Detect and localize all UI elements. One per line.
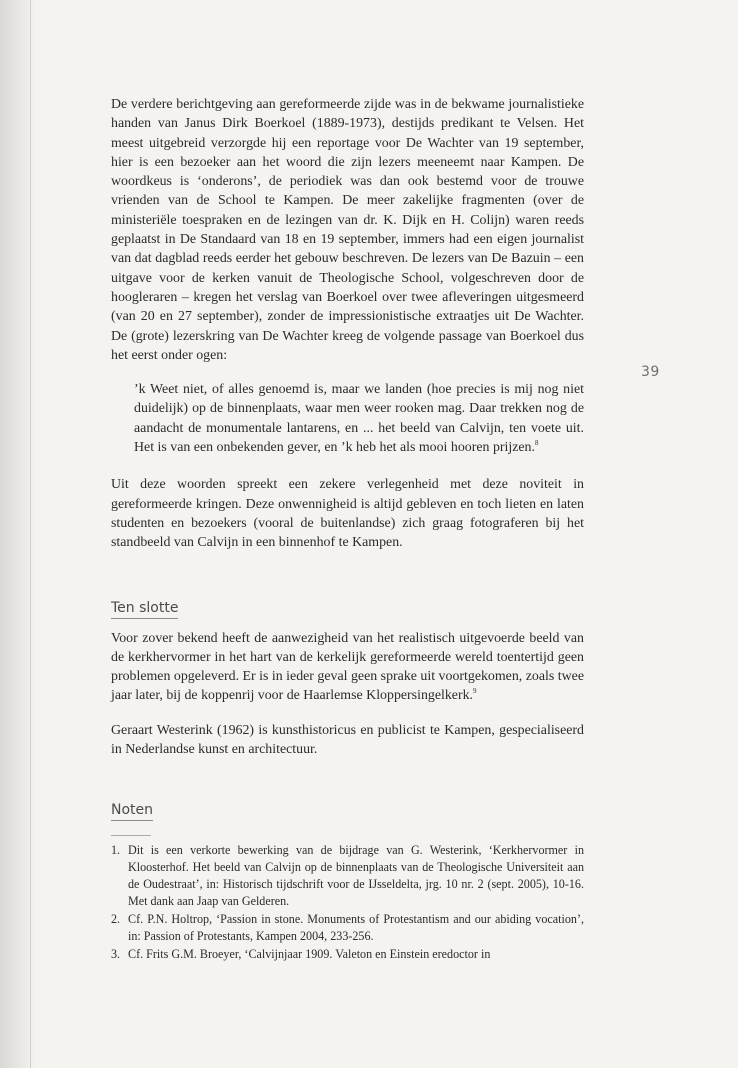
section-heading-ten-slotte: Ten slotte xyxy=(111,599,178,619)
section-heading-wrap xyxy=(111,599,584,619)
scan-edge-line xyxy=(30,0,31,1068)
note-text: Cf. P.N. Holtrop, ‘Passion in stone. Monuments of Protestantism and our abiding vocation’, in: Passion of Protestants, Kampen 2004, 233-256. xyxy=(128,911,584,943)
note-number: 3. xyxy=(111,946,121,961)
note-text: Cf. Frits G.M. Broeyer, ‘Calvijnjaar 1909. Valeton en Einstein eredoctor in xyxy=(128,946,491,961)
page-content xyxy=(111,95,584,964)
footnote-ref[interactable]: 9 xyxy=(473,687,477,696)
note-item xyxy=(111,911,584,945)
note-number: 2. xyxy=(111,911,121,926)
note-item xyxy=(111,946,584,963)
body-paragraph: Voor zover bekend heeft de aanwezigheid van het realistisch uitgevoerde beeld van de kerkhervormer in het hart van de kerkelijk gereformeerde wereld toentertijd geen problemen opgeleverd. Er is in ieder geval geen sprake uit voortgekomen, zoals twee jaar later, bij de koppenrij voor de Haarlemse Kloppersingelkerk. xyxy=(111,630,584,704)
section-heading-noten: Noten xyxy=(111,801,153,821)
section-heading-wrap xyxy=(111,801,584,821)
author-bio: Geraart Westerink (1962) is kunsthistoricus en publicist te Kampen, gespecialiseerd in Nederlandse kunst en architectuur. xyxy=(111,722,584,758)
note-text: Dit is een verkorte bewerking van de bijdrage van G. Westerink, ‘Kerkhervormer in Kloosterhof. Het beeld van Calvijn op de binnenplaats van de Theologische Universiteit aan de Oudestraat’, in: Historisch tijdschrift voor de IJsseldelta, jrg. 10 nr. 2 (sept. 2005), 10-16. Met dank aan Jaap van Gelderen. xyxy=(128,843,584,909)
quote-text: ’k Weet niet, of alles genoemd is, maar we landen (hoe precies is mij nog niet duidelijk) op de binnenplaats, waar men weer rooken mag. Daar trekken nog de aandacht de monumentale lantarens, en ... het beeld van Calvijn, ten voete uit. Het is van een onbekenden gever, en ’k heb het als mooi hooren prijzen. xyxy=(134,382,584,456)
note-number: 1. xyxy=(111,843,121,858)
block-quote xyxy=(134,380,584,457)
note-item xyxy=(111,842,584,910)
footnote-ref[interactable]: 8 xyxy=(534,439,539,448)
body-paragraph: Uit deze woorden spreekt een zekere verlegenheid met deze noviteit in gereformeerde kringen. Deze onwennigheid is altijd gebleven en toch lieten en laten studenten en bezoekers (vooral de buitenlandse) zich graag fotograferen bij het standbeeld van Calvijn in een binnenhof te Kampen. xyxy=(111,477,584,551)
body-paragraph: De verdere berichtgeving aan gereformeerde zijde was in de bekwame journalistieke handen van Janus Dirk Boerkoel (1889-1973), destijds predikant te Velsen. Het meest uitgebreid verzorgde hij een reportage voor De Wachter van 19 september, hier is een bezoeker aan het woord die zijn lezers meeneemt naar Kampen. De woordkeus is ‘onderons’, de periodiek was dan ook bestemd voor de trouwe vrienden van de School te Kampen. De meer zakelijke fragmenten (over de ministeriële toespraken en de lezingen van dr. K. Dijk en H. Colijn) waren reeds geplaatst in De Standaard van 18 en 19 september, immers had een eigen journalist van dat dagblad reeds eerder het gebouw beschreven. De lezers van De Bazuin – een uitgave voor de kerken vanuit de Theologische School, volgeschreven door de hoogleraren – kregen het verslag van Boerkoel over twee afleveringen uitgesmeerd (van 20 en 27 september), zonder de impressionistische extraatjes uit De Wachter. De (grote) lezerskring van De Wachter kreeg de volgende passage van Boerkoel dus het eerst onder ogen: xyxy=(111,97,584,363)
page-number: 39 xyxy=(641,364,660,380)
notes-list xyxy=(111,835,584,962)
notes-divider xyxy=(111,835,151,836)
